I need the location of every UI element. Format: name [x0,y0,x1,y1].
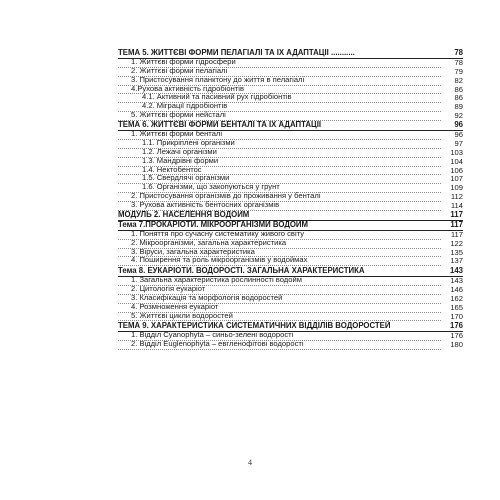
toc-entry-title: Тема 7.ПРОКАРІОТИ. МІКРООРГАНІЗМИ ВОДОЙМ [118,220,309,229]
toc-entry [118,221,463,230]
toc-entry-page: 79 [454,66,463,76]
toc-entry-title: 3. Рухова активність бентосних організмів [118,201,441,211]
toc-entry-page: 107 [450,174,463,184]
toc-entry-title: 2. Відділ Euglenophyta – евгленофітові водорості [118,340,441,350]
toc-entry-title: МОДУЛЬ 2. НАСЕЛЕННЯ ВОДОЙМ [118,211,250,220]
toc-entry-title: 2. Мікроорганізми, загальна характеристика [118,239,441,249]
toc-entry [118,112,463,121]
toc-entry-page: 78 [454,57,463,67]
toc-entry-page: 143 [449,266,463,276]
toc-entry-page: 104 [450,156,463,166]
toc-entry-title: 2. Пристосування організмів до проживання у бенталі [118,192,441,202]
toc-entry-page: 162 [450,293,463,303]
toc-entry-title: 2. Життєві форми пелагіалі [118,67,441,77]
toc-entry-page: 176 [449,321,463,331]
page-number: 4 [248,458,252,467]
toc-entry-page: 176 [450,331,463,340]
toc-entry-page: 146 [450,284,463,294]
toc-entry-title: 4. Розмноження еукаріот [118,303,441,313]
toc-entry-title: 1.6. Організми, що закопуються у грунт [118,183,441,193]
toc-entry [118,257,463,266]
toc-entry [118,321,463,331]
toc-entry-page: 109 [450,183,463,193]
toc-entry [118,341,463,350]
toc-entry-page: 78 [454,47,463,57]
toc-entry-page: 103 [450,147,463,157]
toc-entry-title: 1. Життєві форми бенталі [118,130,441,140]
toc-entry-page: 180 [450,339,463,349]
toc-entry [118,313,463,322]
toc-entry-title: 1.2. Лежачі організми [118,148,441,158]
toc-entry-page: 114 [450,201,463,211]
toc-entry-page: 86 [454,93,463,103]
toc-entry-page: 117 [450,210,463,220]
toc-entry-title: 1.5. Свердлячі організми [118,174,441,184]
toc-entry-page: 106 [450,165,463,175]
toc-entry-title: 2. Цитологія еукаріот [118,285,441,295]
toc-entry-title: 4.Рухова активність гідробіонтів [118,85,441,95]
toc-entry-page: 96 [454,130,463,139]
toc-entry-page: 96 [454,120,463,130]
toc-entry-page: 97 [454,138,463,148]
toc-entry-title: 3. Віруси, загальна характеристика [118,248,441,258]
toc-entry-page: 137 [450,256,463,266]
toc-entry [118,211,463,220]
toc-entry-page: 112 [450,192,463,202]
toc-entry-title: 4.1. Активний та пасивний рух гідробіонтів [118,93,441,103]
toc-entry-page: 89 [454,102,463,112]
toc-entry-page: 135 [450,247,463,257]
toc-entry-page: 170 [450,311,463,321]
toc-entry-title: 1. Відділ Cyanophyta – синьо-зелені водорості [118,331,441,341]
toc-entry-page: 86 [454,84,463,94]
toc-entry [118,49,463,58]
toc-entry-title: 1. Життєві форми гідросфери [118,58,441,68]
toc-entry-title: 1.1. Прикріплені організми [118,139,441,149]
toc-entry [118,266,463,276]
toc-entry-title: 3. Пристосування планктону до життя в пелагіалі [118,76,441,86]
toc-entry [118,202,463,211]
toc-entry-title: ТЕМА 5. ЖИТТЄВІ ФОРМИ ПЕЛАГІАЛІ ТА ЇХ АДАПТАЦІЇ ........... [118,48,355,57]
toc-entry-title: 1.4. Нектобентос [118,166,441,176]
toc-entry-page: 122 [450,238,463,248]
toc-entry-page: 143 [450,275,463,285]
toc-entry-page: 117 [450,229,463,239]
toc-entry-page: 92 [454,111,463,121]
toc-entry-title: ТЕМА 9. ХАРАКТЕРИСТИКА СИСТЕМАТИЧНИХ ВІДДІЛІВ ВОДОРОСТЕЙ [118,321,391,331]
toc-entry-page: 117 [450,219,463,229]
toc-entry-title: 1.3. Мандрівні форми [118,157,441,167]
toc-entry-title: 1. Поняття про сучасну систематику живого світу [118,230,441,240]
toc-entry-title: 1. Загальна характеристика рослинності водойм [118,276,441,286]
toc-entry-title: 3. Класифікація та морфологія водоростей [118,294,441,304]
table-of-contents [118,49,463,350]
toc-entry [118,121,463,130]
toc-entry-title: 5. Життєві форми нейсталі [118,111,441,121]
toc-entry-page: 82 [454,75,463,85]
toc-entry-title: 4. Поширення та роль мікроорганізмів у водоймах [118,256,441,266]
toc-entry-title: 5. Життєві цикли водоростей [118,312,441,322]
toc-entry-title: 4.2. Міграції гідробіонтів [118,102,441,112]
toc-entry-title: ТЕМА 6. ЖИТТЄВІ ФОРМИ БЕНТАЛІ ТА ЇХ АДАПТАЦІЇ [118,121,322,130]
toc-entry-title: Тема 8. ЕУКАРІОТИ. ВОДОРОСТІ. ЗАГАЛЬНА ХАРАКТЕРИСТИКА [118,266,365,276]
toc-entry-page: 165 [450,302,463,312]
